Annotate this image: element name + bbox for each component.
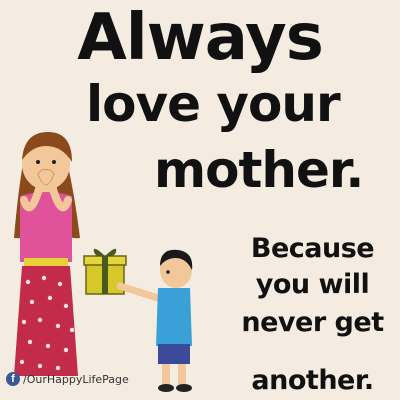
facebook-icon: f [6, 372, 20, 386]
subtext-line-4: another. [251, 365, 374, 396]
boy-figure [120, 250, 192, 392]
subtext-line-1: Because [250, 233, 375, 264]
page-credit[interactable] [6, 372, 129, 386]
mother-figure [14, 132, 80, 376]
subtext-line-2: you will [255, 269, 370, 300]
headline-mother: mother. [154, 141, 364, 199]
headline-always: Always [77, 1, 323, 75]
credit-text: /OurHappyLifePage [23, 372, 129, 386]
headline-love-your: love your [86, 75, 340, 133]
subtext-line-3: never get [241, 307, 384, 338]
